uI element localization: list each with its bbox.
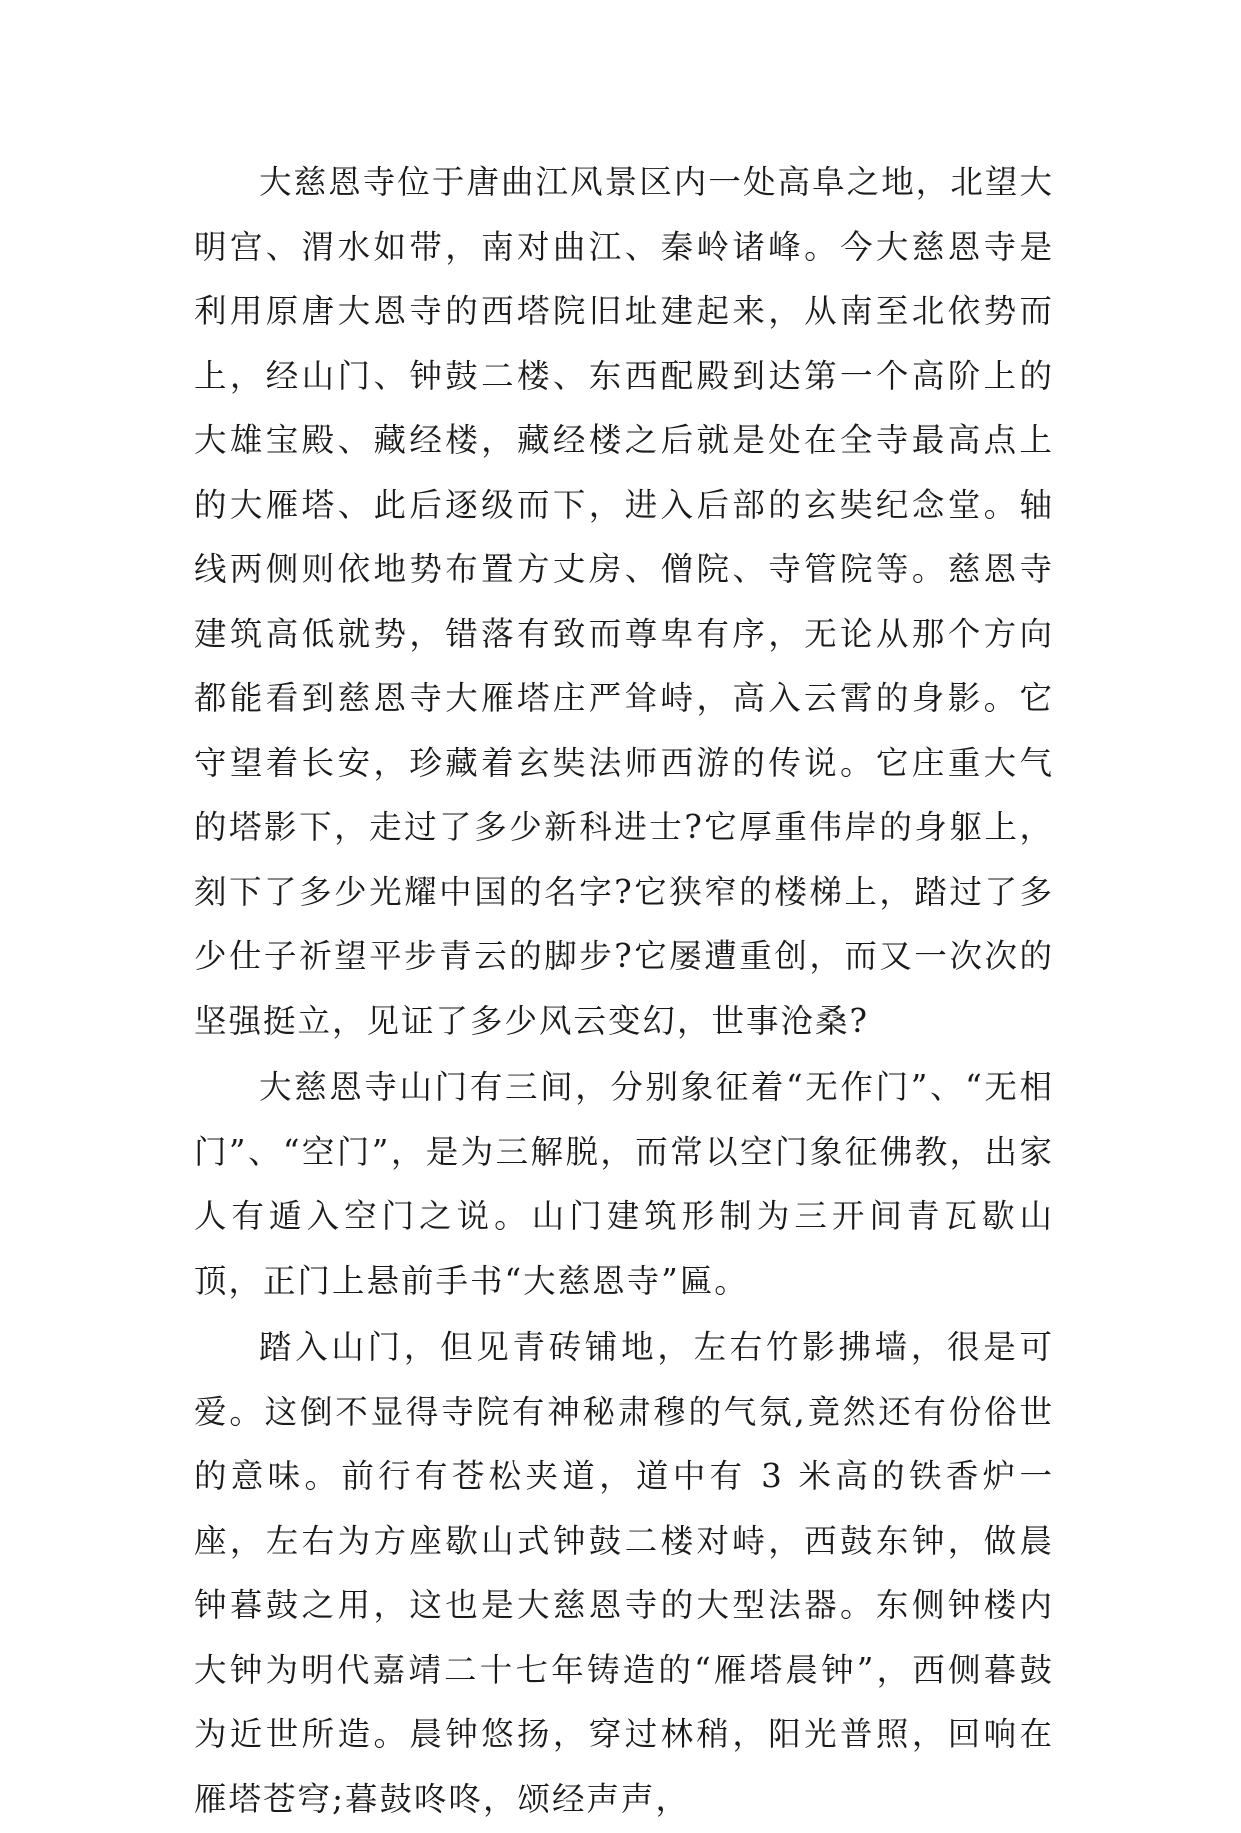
paragraph-bell-drum-towers: 踏入山门，但见青砖铺地，左右竹影拂墙，很是可爱。这倒不显得寺院有神秘肃穆的气氛,竟然还有份俗世的意味。前行有苍松夹道，道中有 3 米高的铁香炉一座，左右为方座歇山式钟鼓二楼对峙，西鼓东钟，做晨钟暮鼓之用，这也是大慈恩寺的大型法器。东侧钟楼内大钟为明代嘉靖二十七年铸造的“雁塔晨钟”，西侧暮鼓为近世所造。晨钟悠扬，穿过林稍，阳光普照，回响在雁塔苍穹;暮鼓咚咚，颂经声声， xyxy=(194,1328,1054,1818)
paragraph-dacien-temple-overview: 大慈恩寺位于唐曲江风景区内一处高阜之地，北望大明宫、渭水如带，南对曲江、秦岭诸峰。今大慈恩寺是利用原唐大恩寺的西塔院旧址建起来，从南至北依势而上，经山门、钟鼓二楼、东西配殿到达第一个高阶上的大雄宝殿、藏经楼，藏经楼之后就是处在全寺最高点上的大雁塔、此后逐级而下，进入后部的玄奘纪念堂。轴线两侧则依地势布置方丈房、僧院、寺管院等。慈恩寺建筑高低就势，错落有致而尊卑有序，无论从那个方向都能看到慈恩寺大雁塔庄严耸峙，高入云霄的身影。它守望着长安，珍藏着玄奘法师西游的传说。它庄重大气的塔影下，走过了多少新科进士?它厚重伟岸的身躯上，刻下了多少光耀中国的名字?它狭窄的楼梯上，踏过了多少仕子祈望平步青云的脚步?它屡遭重创，而又一次次的坚强挺立，见证了多少风云变幻，世事沧桑? xyxy=(194,163,1054,1040)
paragraph-mountain-gate: 大慈恩寺山门有三间，分别象征着“无作门”、“无相门”、“空门”，是为三解脱，而常以空门象征佛教，出家人有遁入空门之说。山门建筑形制为三开间青瓦歇山顶，正门上悬前手书“大慈恩寺”匾。 xyxy=(194,1068,1054,1300)
document-body xyxy=(194,150,1054,1833)
